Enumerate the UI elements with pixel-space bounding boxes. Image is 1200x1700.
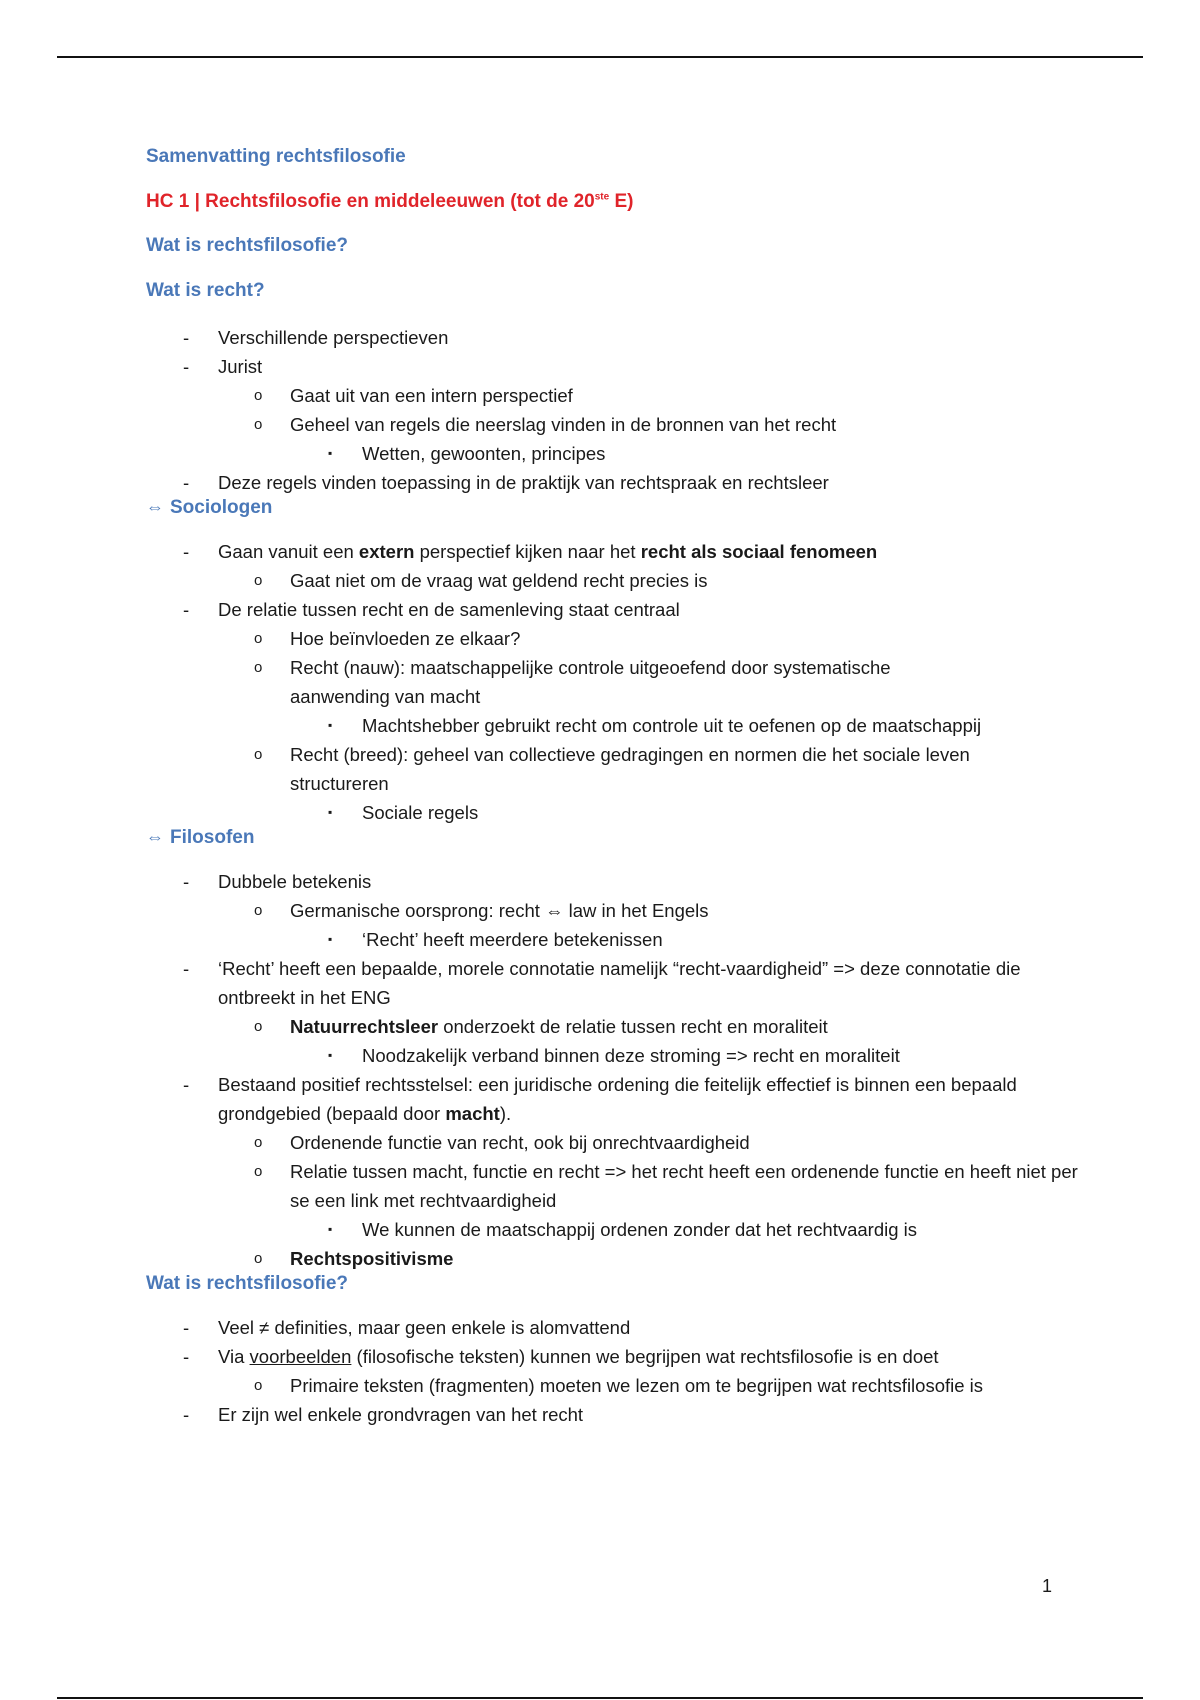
sociologen-list xyxy=(146,537,1076,827)
list-item: ▪ Wetten, gewoonten, principes xyxy=(328,443,606,464)
heading-wat-is-rechtsfilosofie: Wat is rechtsfilosofie? xyxy=(146,235,348,256)
heading-wat-is-rechtsfilosofie-2: Wat is rechtsfilosofie? xyxy=(146,1273,348,1294)
heading-wat-is-recht: Wat is recht? xyxy=(146,280,265,301)
document-title: Samenvatting rechtsfilosofie xyxy=(146,146,406,167)
list-item: ▪ Sociale regels xyxy=(328,802,479,823)
list-item: ▪ ‘Recht’ heeft meerdere betekenissen xyxy=(328,929,663,950)
list-item: - Er zijn wel enkele grondvragen van het recht xyxy=(183,1404,584,1425)
list-item: o Gaat niet om de vraag wat geldend recht precies is xyxy=(254,570,708,591)
page-number: 1 xyxy=(1042,1576,1053,1596)
list-item: o Recht (nauw): maatschappelijke controle uitgeoefend door systematische aanwending van macht ▪ Machtshebber gebruikt recht om controle uit te oefenen op de maatschappij xyxy=(218,653,980,740)
list-item: ▪ We kunnen de maatschappij ordenen zonder dat het rechtvaardig is xyxy=(328,1219,918,1240)
double-arrow-icon: ⇔ xyxy=(545,900,564,921)
heading-filosofen: ⇔ Filosofen xyxy=(146,827,255,848)
list-item: - Bestaand positief rechtsstelsel: een juridische ordening die feitelijk effectief is binnen een bepaald grondgebied (bepaald door macht). o Ordenende functie van recht, ook bij onrechtvaardigheid o Relatie tussen macht, functie en recht => het recht heeft een ordenende functie en heeft niet per se een link met rechtvaardigheid ▪ We kunnen de maatschappij ordenen zonder dat het rechtvaardig is o Rechtspositivisme xyxy=(146,1070,1083,1273)
list-item: - Via voorbeelden (filosofische teksten) kunnen we begrijpen wat rechtsfilosofie is en doet o Primaire teksten (fragmenten) moeten we lezen om te begrijpen wat rechtsfilosofie is xyxy=(146,1342,1076,1400)
list-item: o Ordenende functie van recht, ook bij onrechtvaardigheid xyxy=(254,1132,750,1153)
list-item: o Germanische oorsprong: recht ⇔ law in het Engels ▪ ‘Recht’ heeft meerdere betekenissen xyxy=(218,896,1076,954)
list-item: - Jurist o Gaat uit van een intern perspectief o Geheel van regels die neerslag vinden in de bronnen van het recht ▪ Wetten, gewoonten, principes xyxy=(146,352,1076,468)
list-item: - Veel ≠ definities, maar geen enkele is alomvattend xyxy=(183,1317,631,1338)
recht-list xyxy=(146,323,1076,497)
double-arrow-icon: ⇔ xyxy=(146,827,164,847)
list-item: - Gaan vanuit een extern perspectief kijken naar het recht als sociaal fenomeen o Gaat niet om de vraag wat geldend recht precies is xyxy=(146,537,1076,595)
heading-sociologen: ⇔ Sociologen xyxy=(146,497,273,518)
list-item: o Hoe beïnvloeden ze elkaar? xyxy=(254,628,521,649)
list-item: o Recht (breed): geheel van collectieve gedragingen en normen die het sociale leven structureren ▪ Sociale regels xyxy=(218,740,1070,827)
list-item: o Rechtspositivisme xyxy=(254,1248,454,1269)
lecture-heading: HC 1 | Rechtsfilosofie en middeleeuwen (tot de 20ste E) xyxy=(146,191,634,212)
list-item: - Dubbele betekenis o Germanische oorsprong: recht ⇔ law in het Engels ▪ ‘Recht’ heeft meerdere betekenissen xyxy=(146,867,1076,954)
list-item: - Deze regels vinden toepassing in de praktijk van rechtspraak en rechtsleer xyxy=(183,472,829,493)
list-item: o Geheel van regels die neerslag vinden in de bronnen van het recht ▪ Wetten, gewoonten, principes xyxy=(218,410,1076,468)
document-body xyxy=(146,146,1076,1429)
footer-rule xyxy=(57,1697,1143,1699)
list-item: ▪ Machtshebber gebruikt recht om controle uit te oefenen op de maatschappij xyxy=(328,715,982,736)
rechtsfilosofie-list xyxy=(146,1313,1076,1429)
filosofen-list xyxy=(146,867,1076,1273)
list-item: - ‘Recht’ heeft een bepaalde, morele connotatie namelijk “recht-vaardigheid” => deze connotatie die ontbreekt in het ENG o Natuurrechtsleer onderzoekt de relatie tussen recht en moraliteit ▪ Noodzakelijk verband binnen deze stroming => recht en moraliteit xyxy=(146,954,1038,1070)
list-item: o Relatie tussen macht, functie en recht => het recht heeft een ordenende functie en heeft niet per se een link met rechtvaardigheid ▪ We kunnen de maatschappij ordenen zonder dat het rechtvaardig is xyxy=(218,1157,1090,1244)
list-item: o Gaat uit van een intern perspectief xyxy=(254,385,573,406)
list-item: o Natuurrechtsleer onderzoekt de relatie tussen recht en moraliteit ▪ Noodzakelijk verband binnen deze stroming => recht en moraliteit xyxy=(218,1012,1038,1070)
double-arrow-icon: ⇔ xyxy=(146,497,164,517)
header-rule xyxy=(57,56,1143,58)
list-item: o Primaire teksten (fragmenten) moeten we lezen om te begrijpen wat rechtsfilosofie is xyxy=(254,1375,984,1396)
list-item: - De relatie tussen recht en de samenleving staat centraal o Hoe beïnvloeden ze elkaar? o Recht (nauw): maatschappelijke controle uitgeoefend door systematische aanwending van macht ▪ Machtshebber gebruikt recht om controle uit te oefenen op de maatschappij o Recht (breed): geheel van collectieve gedragingen en normen die het sociale leven structureren ▪ Sociale regels xyxy=(146,595,1076,827)
list-item: ▪ Noodzakelijk verband binnen deze stroming => recht en moraliteit xyxy=(328,1045,900,1066)
list-item: - Verschillende perspectieven xyxy=(183,327,449,348)
